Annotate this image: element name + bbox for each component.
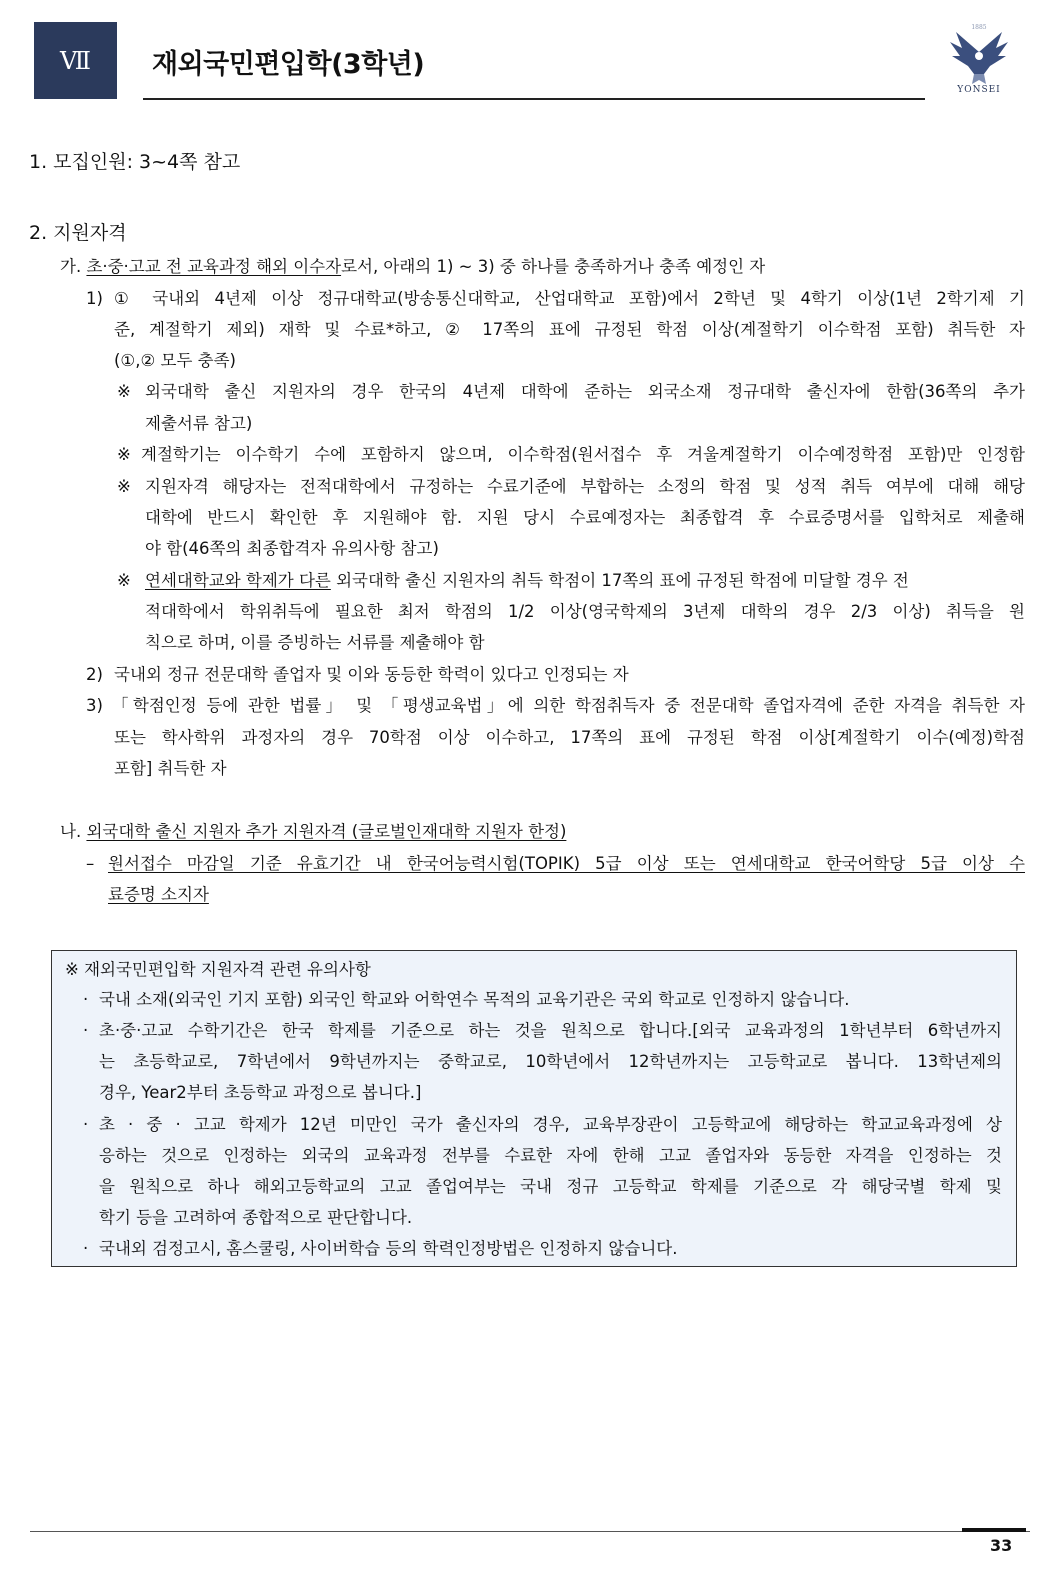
note-3-line-3: 야 함(46쪽의 최종합격자 유의사항 참고) <box>145 539 439 558</box>
page-number: 33 <box>990 1536 1013 1555</box>
chapter-number: Ⅶ <box>60 46 91 75</box>
notice-bullet-3: · <box>83 1115 89 1134</box>
item-ga-text: 로서, 아래의 1) ~ 3) 중 하나를 충족하거나 충족 예정인 자 <box>341 257 766 276</box>
note-4-line-2: 적대학에서 학위취득에 필요한 최저 학점의 1/2 이상(영국학제의 3년제 대학의 경우 2/3 이상) 취득을 원 <box>145 602 1025 621</box>
notice-item-2-line-2: 는 초등학교로, 7학년에서 9학년까지는 중학교로, 10학년에서 12학년까지는 고등학교로 봅니다. 13학년제의 <box>99 1052 1002 1071</box>
item-na-line-2: 료증명 소지자 <box>108 885 209 904</box>
item-1-line-3: (①,② 모두 충족) <box>114 351 236 370</box>
notice-bullet-4: · <box>83 1239 89 1258</box>
note-2-line-1: 계절학기는 이수학기 수에 포함하지 않으며, 이수학점(원서접수 후 겨울계절학기 이수예정학점 포함)만 인정함 <box>141 445 1025 464</box>
item-3-line-1: 「학점인정 등에 관한 법률」 및 「평생교육법」에 의한 학점취득자 중 전문대학 졸업자격에 준한 자격을 취득한 자 <box>112 696 1025 715</box>
note-4-mark: ※ <box>117 571 131 590</box>
note-4-line-3: 칙으로 하며, 이를 증빙하는 서류를 제출해야 함 <box>145 633 485 652</box>
item-na-dash: – <box>86 854 95 873</box>
item-2-line-1: 국내외 정규 전문대학 졸업자 및 이와 동등한 학력이 있다고 인정되는 자 <box>114 665 629 684</box>
item-ga-prefix: 가. <box>60 257 82 276</box>
notice-box <box>51 950 1017 1267</box>
item-3-number: 3) <box>86 696 103 715</box>
note-2-mark: ※ <box>117 445 131 464</box>
item-1-number: 1) <box>86 289 103 308</box>
yonsei-eagle-logo <box>944 22 1014 102</box>
notice-item-3-line-2: 응하는 것으로 인정하는 외국의 교육과정 전부를 수료한 자에 한해 고교 졸업자와 동등한 자격을 인정하는 것 <box>99 1146 1002 1165</box>
item-na-prefix: 나. <box>60 822 82 841</box>
notice-bullet-2: · <box>83 1021 89 1040</box>
footer-accent-bar <box>962 1528 1026 1532</box>
item-1-line-2: 준, 계절학기 제외) 재학 및 수료*하고, ② 17쪽의 표에 규정된 학점 이상(계절학기 이수학점 포함) 취득한 자 <box>114 320 1025 339</box>
item-3-line-2: 또는 학사학위 과정자의 경우 70학점 이상 이수하고, 17쪽의 표에 규정된 학점 이상[계절학기 이수(예정)학점 <box>114 728 1025 747</box>
note-1-line-1: 외국대학 출신 지원자의 경우 한국의 4년제 대학에 준하는 외국소재 정규대학 출신자에 한함(36쪽의 추가 <box>145 382 1025 401</box>
notice-item-2-line-1: 초·중·고교 수학기간은 한국 학제를 기준으로 하는 것을 원칙으로 합니다.[외국 교육과정의 1학년부터 6학년까지 <box>99 1021 1002 1040</box>
notice-item-2-line-3: 경우, Year2부터 초등학교 과정으로 봅니다.] <box>99 1083 422 1102</box>
logo-year: 1885 <box>971 24 987 31</box>
item-ga <box>60 256 765 278</box>
notice-item-4-line-1: 국내외 검정고시, 홈스쿨링, 사이버학습 등의 학력인정방법은 인정하지 않습니다. <box>99 1239 678 1258</box>
notice-item-3-line-1: 초 · 중 · 고교 학제가 12년 미만인 국가 출신자의 경우, 교육부장관이 고등학교에 해당하는 학교교육과정에 상 <box>99 1115 1002 1134</box>
chapter-badge <box>34 22 117 99</box>
note-1-line-2: 제출서류 참고) <box>145 414 253 433</box>
note-4-line-1-text: 외국대학 출신 지원자의 취득 학점이 17쪽의 표에 규정된 학점에 미달할 경우 전 <box>330 571 909 590</box>
item-na-line-1: 원서접수 마감일 기준 유효기간 내 한국어능력시험(TOPIK) 5급 이상 또는 연세대학교 한국어학당 5급 이상 수 <box>108 854 1025 873</box>
item-2-number: 2) <box>86 665 103 684</box>
notice-item-1-line-1: 국내 소재(외국인 기지 포함) 외국인 학교와 어학연수 목적의 교육기관은 국외 학교로 인정하지 않습니다. <box>99 990 850 1009</box>
section-recruitment: 1. 모집인원: 3~4쪽 참고 <box>29 151 241 173</box>
item-1-line-1: ① 국내외 4년제 이상 정규대학교(방송통신대학교, 산업대학교 포함)에서 2학년 및 4학기 이상(1년 2학기제 기 <box>114 289 1025 308</box>
item-na-title: 외국대학 출신 지원자 추가 지원자격 (글로벌인재대학 지원자 한정) <box>86 822 567 841</box>
note-4-line-1 <box>145 570 909 592</box>
notice-item-3-line-4: 학기 등을 고려하여 종합적으로 판단합니다. <box>99 1208 413 1227</box>
note-1-mark: ※ <box>117 382 131 401</box>
section-qualification: 2. 지원자격 <box>29 222 127 244</box>
notice-item-3-line-3: 을 원칙으로 하나 해외고등학교의 고교 졸업여부는 국내 정규 고등학교 학제를 기준으로 각 해당국별 학제 및 <box>99 1177 1002 1196</box>
note-4-underline: 연세대학교와 학제가 다른 <box>145 571 331 590</box>
title-divider <box>143 98 925 100</box>
note-3-line-2: 대학에 반드시 확인한 후 지원해야 함. 지원 당시 수료예정자는 최종합격 후 수료증명서를 입학처로 제출해 <box>145 508 1025 527</box>
note-3-line-1: 지원자격 해당자는 전적대학에서 규정하는 수료기준에 부합하는 소정의 학점 및 성적 취득 여부에 대해 해당 <box>145 477 1025 496</box>
footer-divider <box>30 1531 1030 1532</box>
item-ga-underline: 초·중·고교 전 교육과정 해외 이수자 <box>86 257 342 276</box>
item-na <box>60 821 566 843</box>
notice-bullet-1: · <box>83 990 89 1009</box>
page-title: 재외국민편입학(3학년) <box>152 49 425 80</box>
item-3-line-3: 포함] 취득한 자 <box>114 759 227 778</box>
notice-title: ※ 재외국민편입학 지원자격 관련 유의사항 <box>65 960 371 979</box>
note-3-mark: ※ <box>117 477 131 496</box>
logo-name: YONSEI <box>957 85 1001 95</box>
